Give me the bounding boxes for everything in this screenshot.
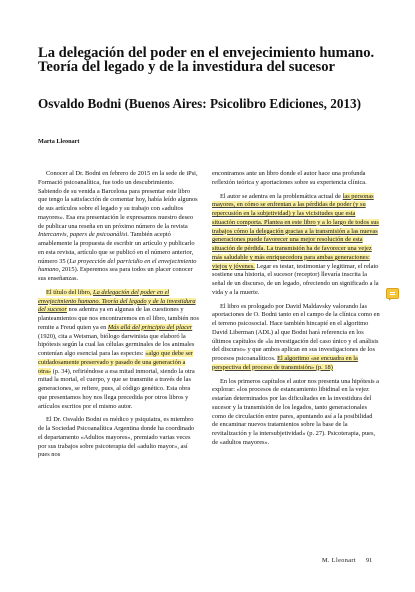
- paragraph: [212, 303, 380, 373]
- page-number: 91: [365, 557, 373, 564]
- left-column: [38, 170, 199, 460]
- paragraph: [38, 170, 199, 284]
- text-run: (1920), cita a Weisman, biólogo darwinista que elaboró la hipótesis según la cual las células germinales de los animales contenían algo esencial para las especies:: [38, 332, 195, 357]
- highlight-quote[interactable]: «algo que debe ser cuidadosamente preservado y pasado de una generación a otra»: [38, 350, 193, 375]
- paragraph: [212, 193, 380, 298]
- italic-title: Intercanvis, papers de psicoanàlisi: [38, 231, 128, 239]
- text-run: El autor se adentra en la problemática actual de: [220, 192, 343, 200]
- text-run: El libro es prologado por David Maldavsky valorando las aportaciones de O. Bodni tanto en el campo de la clínica como en el terreno psicosocial. Hace también hincapié en el algoritmo David Liberman (ADL) al que Bodni hará referencia en los últimos capítulos de «la investigación del caso único y el análisis del discurso» y que ambos aplican en sus investigaciones de los procesos psicoanalíticos.: [212, 302, 380, 362]
- text-run: , 2015). Esperemos sea para todos un placer conocer sus enseñanzas.: [38, 266, 193, 282]
- article-subtitle: Osvaldo Bodni (Buenos Aires: Psicolibro Ediciones, 2013): [38, 96, 362, 111]
- highlight-italic-title[interactable]: La delegación del poder en el envejecimiento humano. Teoría del legado y de la investidura del sucesor: [38, 288, 196, 314]
- text-run: Legar es testar, testimoniar y legitimar, el relato sostiene una historia, el sucesor (receptor) llevaría inscrita la señal de un discurso, de un legado, ofreciendo un significado a la vida y a la muerte.: [212, 262, 379, 296]
- paragraph: [38, 289, 199, 412]
- paragraph: El Dr. Osvaldo Bodni es médico y psiquiatra, es miembro de la Sociedad Psicoanalítica Argentina donde ha coordinado el departamento «Adultos mayores», premiado varias veces por sus trabajos sobre psicoterapia del «adulto mayor», así pues nos: [38, 416, 195, 459]
- highlight-italic-title[interactable]: Más allá del principio del placer: [107, 323, 193, 331]
- paragraph: En los primeros capítulos el autor nos presenta una hipótesis a explorar: «los procesos de estancamiento libidinal en la vejez estarían determinados por las dificultades en la investidura del sucesor y la transmisión de los legados, tanto generacionales como de circulación entre pares, apuntando así a la posibilidad de encaminar nuevos tratamientos sobre la base de la revitalización y la intersubjetividad» (p. 27). Psicoterapia, pues, de «adultos mayores».: [212, 377, 380, 446]
- highlight-run[interactable]: El título del libro,: [46, 288, 94, 296]
- text-run: (p. 34), refiriéndose a esa mitad inmortal, siendo la otra mitad la mortal, el cuerpo, y que se transmite a través de las generaciones, se refiere, pues, al código genético. Esta obra que presentamos hoy nos llega precedida por otros libros y artículos escritos por el mismo autor.: [38, 367, 195, 410]
- italic-title: La proyección del parricidio en el envejecimiento humano: [38, 257, 197, 274]
- article-author: Marta Lleonart: [38, 138, 80, 145]
- highlight-run[interactable]: las personas mayores, en cómo se enfrentan a las pérdidas de poder (y su repercusión en la subjetividad) y las vicisitudes que esta situación comporta. Plantea en este libro y a lo largo de todos sus trabajos cómo la delegación gracias a la transmisión a las nuevas generaciones puede favorecer una mejor resolución de esta situación de pérdida. La transmisión ha de favorecer una vejez más saludable y más enriquecedora para ambas generaciones: viejos y jóvenes.: [212, 192, 379, 270]
- comment-note-icon[interactable]: [386, 288, 399, 299]
- page-footer: [322, 557, 372, 564]
- right-column: [212, 170, 380, 448]
- running-head: M. Lleonart: [322, 557, 356, 564]
- text-run: Conocer al Dr. Bodni en febrero de 2015 en la sede de iPsi, Formació psicoanalítica, fue todo un descubrimiento. Sabiendo de su venida a Barcelona para presentar este libro que tengo la satisfacción de comentar hoy, había leído algunos de sus artículos sobre el legado y su trabajo con «adultos mayores». Esa era presentación le expresamos nuestro deseo de publicar una reseña en un próximo número de la revista: [38, 170, 198, 230]
- text-run: nos adentra ya en algunas de las cuestiones y planteamientos que nos encontraremos en el libro, también nos remite a Freud quien ya en: [38, 306, 199, 331]
- paragraph: encontramos ante un libro donde el autor hace una profunda reflexión teórica y aportaciones sobre su experiencia clínica.: [212, 170, 367, 186]
- article-title: La delegación del poder en el envejecimiento humano. Teoría del legado y de la investidura del sucesor: [38, 45, 375, 75]
- text-run: . También aceptó amablemente la propuesta de escribir un artículo y publicarlo en esta revista, artículo que se publicó en el número anterior, número 35 (: [38, 231, 195, 265]
- highlight-run[interactable]: El algoritmo «se encuadra en la perspectiva del proceso de transmisión» (p. 18): [212, 355, 358, 371]
